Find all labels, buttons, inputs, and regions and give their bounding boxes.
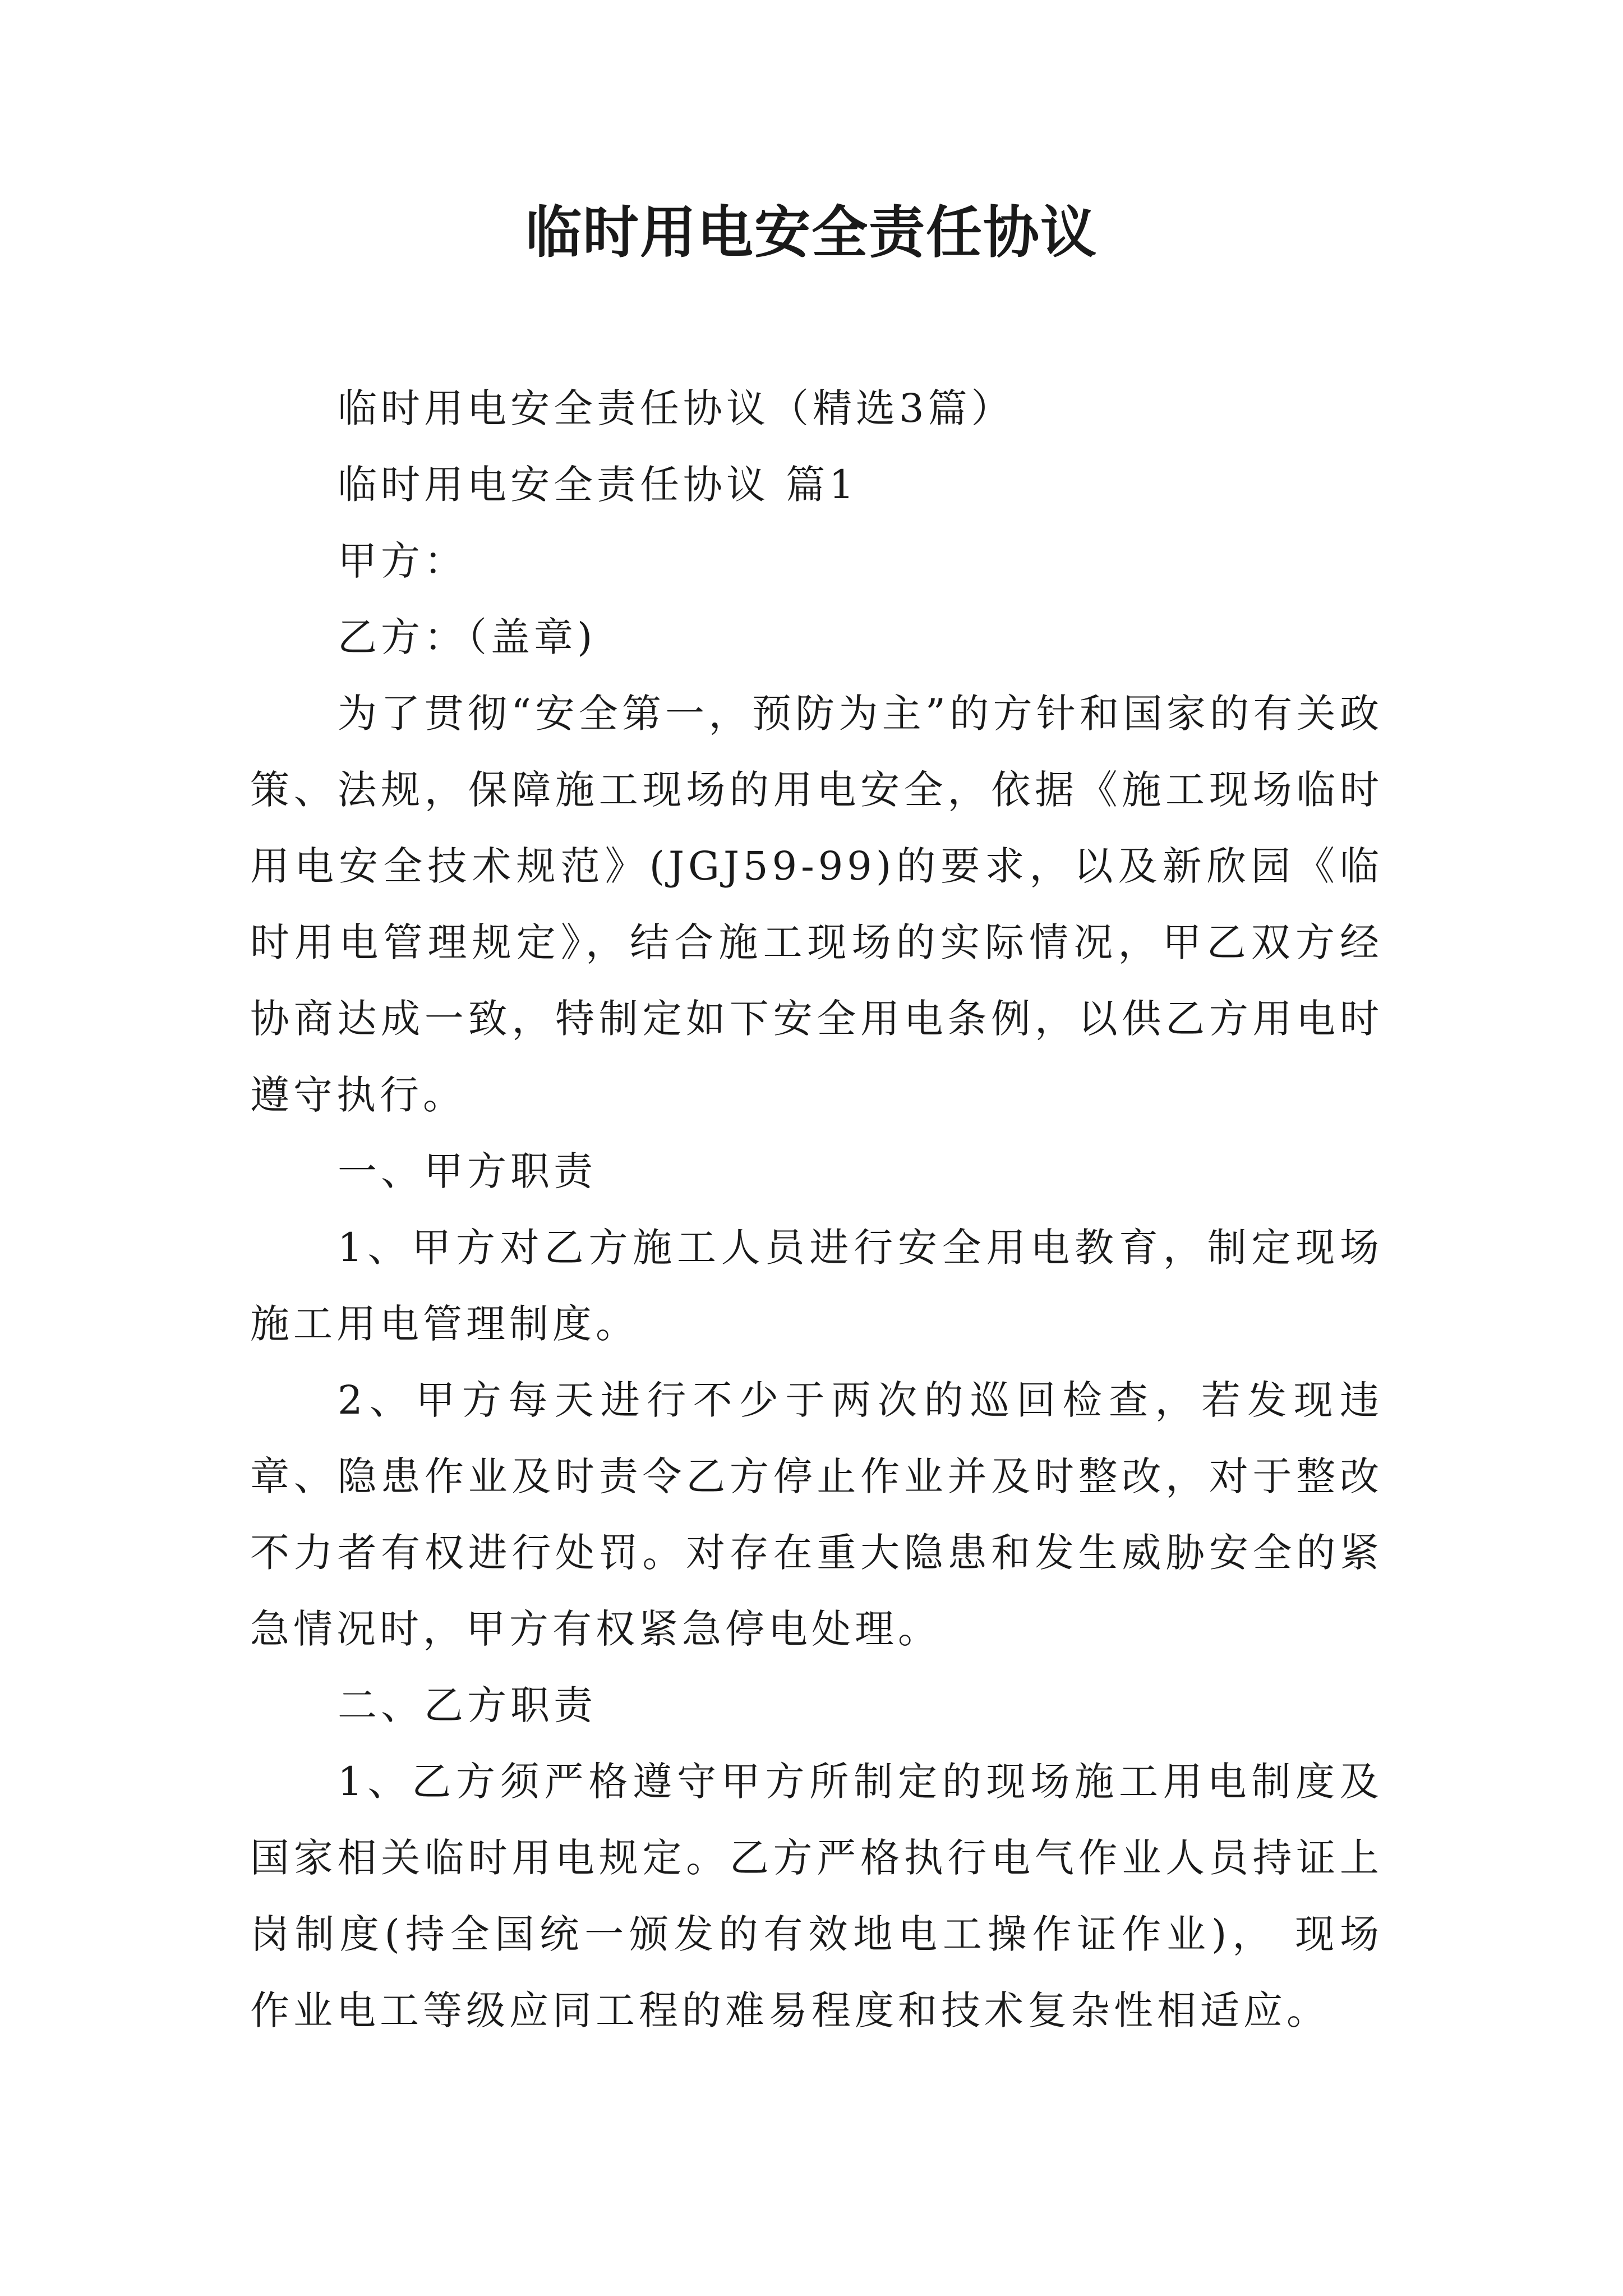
party-b-duty-1: 1、乙方须严格遵守甲方所制定的现场施工用电制度及国家相关临时用电规定。乙方严格执行电气作业人员持证上岗制度(持全国统一颁发的有效地电工操作证作业)， 现场作业电工等级应同工程的难易程度和技术复杂性相适应。 (250, 1759, 1383, 2033)
preamble-paragraph: 为了贯彻“安全第一，预防为主”的方针和国家的有关政策、法规，保障施工现场的用电安全，依据《施工现场临时用电安全技术规范》(JGJ59-99)的要求，以及新欣园《临时用电管理规定》，结合施工现场的实际情况，甲乙双方经协商达成一致，特制定如下安全用电条例，以供乙方用电时遵守执行。 (250, 691, 1383, 1118)
party-a-duty-2: 2、甲方每天进行不少于两次的巡回检查，若发现违章、隐患作业及时责令乙方停止作业并及时整改，对于整改不力者有权进行处罚。对存在重大隐患和发生威胁安全的紧急情况时，甲方有权紧急停电处理。 (250, 1377, 1383, 1652)
party-b-duties-heading: 二、乙方职责 (338, 1682, 597, 1728)
document-title: 临时用电安全责任协议 (525, 200, 1098, 265)
party-a-duties-heading: 一、甲方职责 (338, 1148, 597, 1194)
document-body (250, 370, 1383, 2049)
party-b-line: 乙方：（盖章) (338, 614, 597, 660)
section-heading: 临时用电安全责任协议 篇1 (338, 462, 858, 508)
subtitle-line: 临时用电安全责任协议（精选3篇） (338, 385, 1015, 431)
party-a-line: 甲方： (338, 538, 467, 584)
party-a-duty-1: 1、甲方对乙方施工人员进行安全用电教育，制定现场施工用电管理制度。 (250, 1225, 1383, 1347)
